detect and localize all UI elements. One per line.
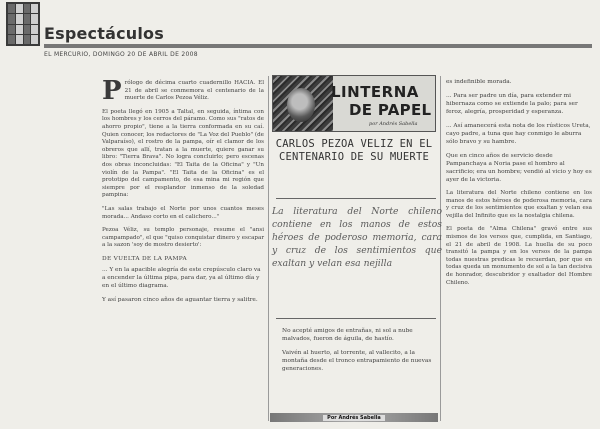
poem-stanza: ... Y en la apacible alegría de este crepúsculo claro va a encender la última pipa, para dar, ya al último día y en el último diagrama. xyxy=(102,267,261,290)
banner-title: LINTERNA xyxy=(331,83,419,101)
newspaper-logo-icon xyxy=(6,2,40,46)
poem-stanza: No acepté amigos de entrañas, ni sol a nube malvados, fueron de águila, de hastío. xyxy=(282,328,413,342)
poem-title: DE VUELTA DE LA PAMPA xyxy=(102,255,187,262)
article-paragraph: "Las salas trabajo el Norte por unos cuantos meses morada... Andaso corto en el calichero..." xyxy=(102,205,264,220)
column-divider xyxy=(268,76,269,421)
article-column-center xyxy=(282,327,432,379)
article-intro xyxy=(102,76,264,106)
banner-title: DE PAPEL xyxy=(349,101,432,119)
headline-rule xyxy=(276,198,436,199)
author-portrait-icon xyxy=(287,88,315,122)
masthead-rule xyxy=(44,44,592,48)
article-paragraph: El poeta de "Alma Chilena" gravó entre sus mismos de los versos que, cumplida, en Santiago, el 21 de abril de 1908. La huella de su poco transitó la pampa y en los versos de la pampa todas nuestras predicas le recuerdan, por que en todas queda un monumento de sol a la tan decisiva de honrador, descubridor y exaltador del Hombre Chileno. xyxy=(446,226,592,286)
footer-byline: Por Andrés Sabella xyxy=(323,415,385,421)
article-headline: CARLOS PEZOA VELIZ EN EL CENTENARIO DE SU MUERTE xyxy=(275,138,433,163)
author-photo xyxy=(273,76,333,132)
drop-cap: P xyxy=(102,76,122,106)
article-paragraph: Pezoa Véliz, su templo personaje, resume el "ansi campampado", el que "quiso conquistar dinero y escapar a la sazon 'soy de mostro desierto': xyxy=(102,227,264,249)
article-paragraph: Y así pasaron cinco años de aguantar tierra y salitre. xyxy=(102,297,258,304)
quote-rule xyxy=(276,318,436,319)
article-column-right xyxy=(446,78,592,293)
article-paragraph: La literatura del Norte chileno contiene en los manos de estos héroes de poderosa memoria, cara y cruz de los sentimientos que exaltan y velan esa vejilla del Infinito que es la nostalgia chilena. xyxy=(446,190,592,219)
banner-byline: por Andrés Sabella xyxy=(369,121,418,127)
poem-stanza: Vaivén al huerto, al torrente, al vallecito, a la montaña desde el tronco entrapamiento de nuevas generaciones. xyxy=(282,350,432,372)
intro-text: rólogo de décima cuarto cuadernillo HACIA. El 21 de abril se conmemora el centenario de la muerte de Carlos Pezoa Véliz. xyxy=(124,80,264,102)
column-banner xyxy=(272,75,436,132)
article-column-left xyxy=(102,76,264,310)
poem-stanza: es indefinible morada. xyxy=(446,79,512,85)
section-title: Espectáculos xyxy=(44,24,164,43)
poem-stanza: ... Así amanecerá esta nota de los rústicos Ureta, cayo padre, a tuna que hay conmigo le aburra sólo bravo y su hambre. xyxy=(446,123,591,145)
byline-bar xyxy=(270,413,438,422)
article-paragraph: El poeta llegó en 1905 a Taltal, en seguida, íntima con los hombres y los cerros del páramo. Como sus "ratos de ahorro propio", tiene a la tierra conformada en su caí. Quien conocer, los redactores de "La Voz del Pueblo" (de Valparaíso), el rostro de la pampa, oír el clamor de los obreros que allí, tratan a la muerte, quiere ganar su libro: "Tierra Brava". No logra concluirlo; pero escenas dos obras inconcluidas: "El Taita de la Oficina" y "Un violín de la Pampa". "El Taita de la Oficina" es el prototipo del campamento, de esa mina mi región que siempre por el resplandor inmenso de la soledad pampina: xyxy=(102,108,264,199)
pull-quote: La literatura del Norte chileno contiene en los manos de estos héroes de poderoso memoria, cara y cruz de los sentimientos que exaltan y velan esa nejilla xyxy=(272,206,442,269)
dateline: EL MERCURIO, DOMINGO 20 DE ABRIL DE 2008 xyxy=(44,51,198,58)
poem-stanza: ... Para ser padre un día, para extender mi hibernaza como se extiende la palo; para ser feroz, alegría, prosperidad y esperanza. xyxy=(446,93,578,115)
poem-stanza: Que en cinco años de servicio desde Pampanchaya a Noria pase el hombro al sacrificio; era un hombre; vendió al vicio y hoy es ayer de la victoria. xyxy=(446,153,592,183)
